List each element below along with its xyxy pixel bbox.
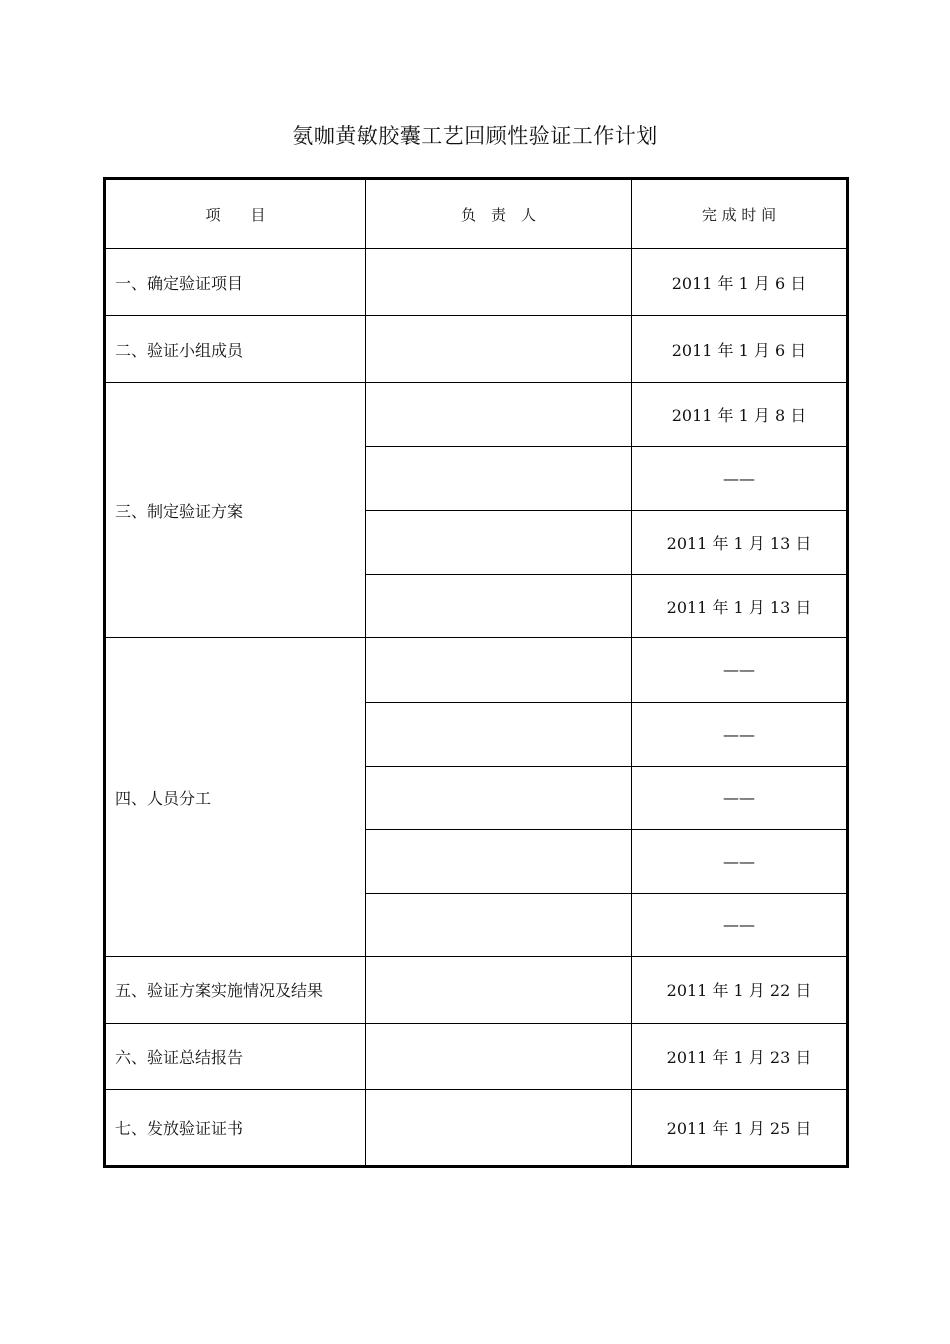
table-row <box>105 638 848 702</box>
owner-cell <box>366 575 632 638</box>
header-item: 项 目 <box>105 179 366 249</box>
item-cell: 七、发放验证证书 <box>105 1089 366 1166</box>
date-cell: 2011 年 1 月 6 日 <box>632 316 848 383</box>
date-cell: 2011 年 1 月 23 日 <box>632 1023 848 1089</box>
owner-cell <box>366 829 632 893</box>
page-title: 氨咖黄敏胶囊工艺回顾性验证工作计划 <box>292 124 658 148</box>
header-owner: 负 责 人 <box>366 179 632 249</box>
date-cell: 2011 年 1 月 13 日 <box>632 575 848 638</box>
item-cell: 一、确定验证项目 <box>105 249 366 316</box>
table-row <box>105 1023 848 1089</box>
item-cell: 三、制定验证方案 <box>105 383 366 638</box>
owner-cell <box>366 893 632 956</box>
owner-cell <box>366 1089 632 1166</box>
date-cell: 2011 年 1 月 6 日 <box>632 249 848 316</box>
table-row <box>105 1089 848 1166</box>
table-row <box>105 383 848 447</box>
owner-cell <box>366 766 632 829</box>
owner-cell <box>366 447 632 511</box>
owner-cell <box>366 383 632 447</box>
table-header-row <box>105 179 848 249</box>
header-time: 完 成 时 间 <box>632 179 848 249</box>
owner-cell <box>366 1023 632 1089</box>
date-cell: —— <box>632 829 848 893</box>
item-cell: 六、验证总结报告 <box>105 1023 366 1089</box>
table-row <box>105 249 848 316</box>
owner-cell <box>366 511 632 575</box>
date-cell: —— <box>632 766 848 829</box>
date-cell: 2011 年 1 月 22 日 <box>632 956 848 1023</box>
date-cell: 2011 年 1 月 25 日 <box>632 1089 848 1166</box>
owner-cell <box>366 249 632 316</box>
date-cell: 2011 年 1 月 13 日 <box>632 511 848 575</box>
date-cell: —— <box>632 893 848 956</box>
work-plan-table <box>103 177 849 1168</box>
table-row <box>105 956 848 1023</box>
date-cell: —— <box>632 702 848 766</box>
date-cell: —— <box>632 638 848 702</box>
date-cell: 2011 年 1 月 8 日 <box>632 383 848 447</box>
owner-cell <box>366 956 632 1023</box>
item-cell: 二、验证小组成员 <box>105 316 366 383</box>
table-row <box>105 316 848 383</box>
owner-cell <box>366 702 632 766</box>
owner-cell <box>366 638 632 702</box>
item-cell: 五、验证方案实施情况及结果 <box>105 956 366 1023</box>
item-cell: 四、人员分工 <box>105 638 366 956</box>
date-cell: —— <box>632 447 848 511</box>
owner-cell <box>366 316 632 383</box>
